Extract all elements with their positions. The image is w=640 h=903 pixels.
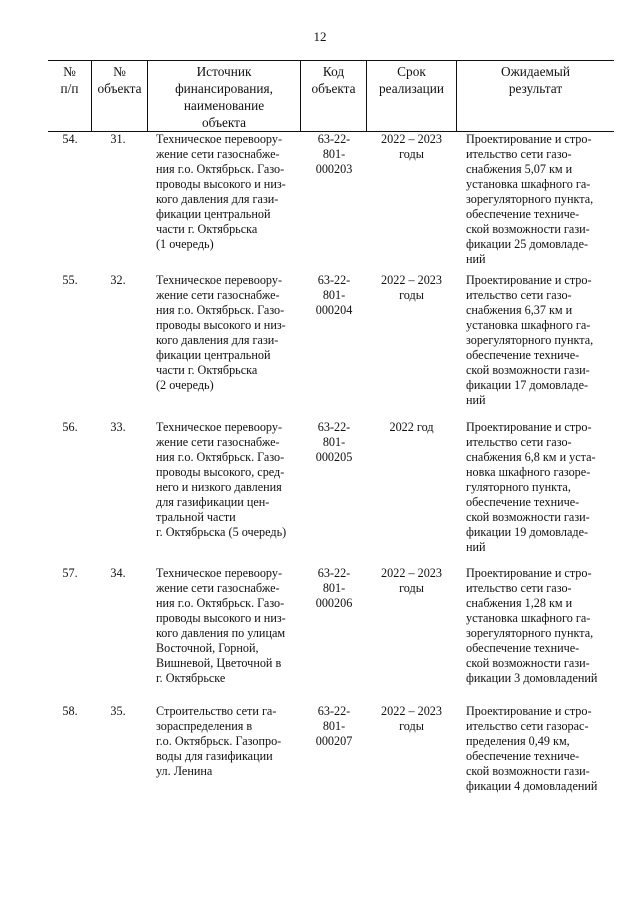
- header-result: Ожидаемый результат: [501, 64, 570, 96]
- table-body: [48, 132, 614, 804]
- row-num: 57.: [62, 566, 78, 580]
- objects-table: [48, 60, 614, 804]
- table-header: [48, 60, 614, 132]
- header-code: Код объекта: [301, 61, 367, 131]
- row-object-num: 31.: [110, 132, 126, 146]
- row-result: Проектирование и стро- ительство сети газо- снабжения 6,37 км и установка шкафного га- зорегуляторного пункта, обеспечение техниче- ской возможности гази- фикации 17 домовладе- ний: [466, 273, 594, 407]
- row-result: Проектирование и стро- ительство сети газо- снабжения 5,07 км и установка шкафного га- зорегуляторного пункта, обеспечение техниче- ской возможности гази- фикации 25 домовладе- ний: [466, 132, 594, 266]
- header-object-num: № объекта: [92, 61, 148, 131]
- row-num: 58.: [62, 704, 78, 718]
- row-code: 63-22- 801- 000203: [315, 132, 353, 176]
- row-term: 2022 год: [389, 420, 434, 434]
- row-source: Техническое перевоору- жение сети газоснабже- ния г.о. Октябрьск. Газо- проводы высокого и низ- кого давления по улицам Восточной, Горной, Вишневой, Цветочной в г. Октябрьске: [156, 566, 286, 685]
- header-source: Источник финансирования, наименование объекта: [148, 61, 301, 131]
- table-row: [48, 566, 614, 704]
- row-code: 63-22- 801- 000205: [315, 420, 353, 464]
- header-num: № п/п: [48, 61, 92, 131]
- row-object-num: 34.: [110, 566, 126, 580]
- row-term: 2022 – 2023 годы: [381, 704, 442, 733]
- row-result: Проектирование и стро- ительство сети газо- снабжения 1,28 км и установка шкафного га- зорегуляторного пункта, обеспечение техниче- ской возможности гази- фикации 3 домовладений: [466, 566, 598, 685]
- table-row: [48, 273, 614, 420]
- row-source: Техническое перевоору- жение сети газоснабже- ния г.о. Октябрьск. Газо- проводы высокого и низ- кого давления для гази- фикации центральной части г. Октябрьска (1 очередь): [156, 132, 286, 251]
- row-object-num: 33.: [110, 420, 126, 434]
- table-row: [48, 420, 614, 566]
- row-num: 56.: [62, 420, 78, 434]
- row-object-num: 32.: [110, 273, 126, 287]
- row-num: 54.: [62, 132, 78, 146]
- row-result: Проектирование и стро- ительство сети газорас- пределения 0,49 км, обеспечение техниче- ской возможности гази- фикации 4 домовладений: [466, 704, 598, 793]
- row-object-num: 35.: [110, 704, 126, 718]
- row-term: 2022 – 2023 годы: [381, 273, 442, 302]
- row-result: Проектирование и стро- ительство сети газо- снабжения 6,8 км и уста- новка шкафного газоре- гуляторного пункта, обеспечение техниче- ской возможности гази- фикации 19 домовладе- ний: [466, 420, 596, 554]
- page-number: 12: [313, 29, 327, 44]
- row-code: 63-22- 801- 000204: [315, 273, 353, 317]
- row-term: 2022 – 2023 годы: [381, 566, 442, 595]
- row-source: Техническое перевоору- жение сети газоснабже- ния г.о. Октябрьск. Газо- проводы высокого, сред- него и низкого давления для газификации цен- тральной части г. Октябрьска (5 очередь): [156, 420, 287, 539]
- row-source: Техническое перевоору- жение сети газоснабже- ния г.о. Октябрьск. Газо- проводы высокого и низ- кого давления для гази- фикации центральной части г. Октябрьска (2 очередь): [156, 273, 286, 392]
- row-code: 63-22- 801- 000206: [315, 566, 353, 610]
- table-row: [48, 132, 614, 273]
- row-source: Строительство сети га- зораспределения в г.о. Октябрьск. Газопро- воды для газификации ул. Ленина: [156, 704, 282, 778]
- table-row: [48, 704, 614, 804]
- row-term: 2022 – 2023 годы: [381, 132, 442, 161]
- row-num: 55.: [62, 273, 78, 287]
- header-term: Срок реализации: [367, 61, 457, 131]
- row-code: 63-22- 801- 000207: [315, 704, 353, 748]
